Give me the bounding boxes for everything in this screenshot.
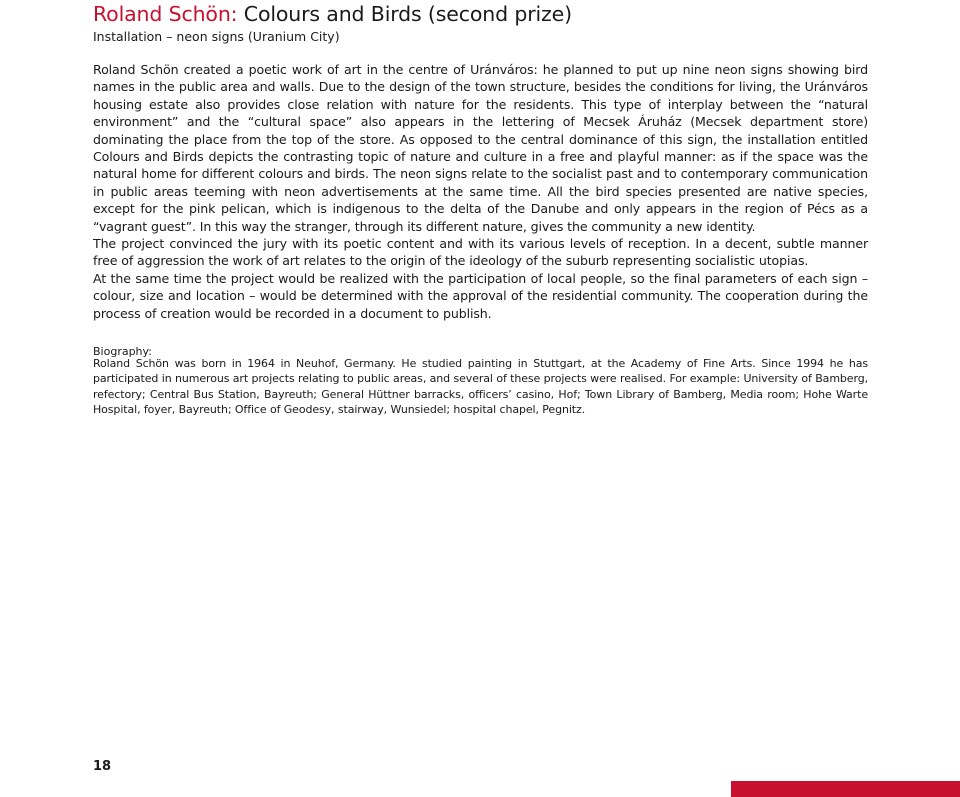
- biography-heading: Biography:: [93, 345, 152, 358]
- paragraph: Roland Schön created a poetic work of art in the centre of Uránváros: he planned to put up nine neon signs showing bird names in the public area and walls. Due to the design of the town structure, besides the conditions for living, the Uránváros housing estate also provides close relation with nature for the residents. This type of interplay between the “natural environment” and the “cultural space” also appears in the lettering of Mecsek Áruház (Mecsek department store) dominating the place from the top of the store. As opposed to the central dominance of this sign, the installation entitled Colours and Birds depicts the contrasting topic of nature and culture in a free and playful manner: as if the space was the natural home for different colours and birds. The neon signs relate to the socialist past and to contemporary communication in public areas teeming with neon advertisements at the same time. All the bird species presented are native species, except for the pink pelican, which is indigenous to the delta of the Danube and only appears in the region of Pécs as a “vagrant guest”. In this way the stranger, through its different nature, gives the community a new identity.: [93, 62, 868, 234]
- article-body: [93, 61, 868, 322]
- paragraph: The project convinced the jury with its poetic content and with its various levels of reception. In a decent, subtle manner free of aggression the work of art relates to the origin of the ideology of the suburb representing socialistic utopias.: [93, 236, 868, 269]
- work-title: Colours and Birds (second prize): [237, 2, 572, 26]
- subtitle: Installation – neon signs (Uranium City): [93, 29, 340, 44]
- page-number: 18: [93, 759, 112, 774]
- page-title: [93, 2, 572, 26]
- artist-name: Roland Schön:: [93, 2, 238, 26]
- footer-accent-bar: [731, 781, 960, 797]
- paragraph: At the same time the project would be realized with the participation of local people, so the final parameters of each sign – colour, size and location – would be determined with the approval of the residential community. The cooperation during the process of creation would be recorded in a document to publish.: [93, 270, 868, 321]
- biography-text: Roland Schön was born in 1964 in Neuhof, Germany. He studied painting in Stuttgart, at the Academy of Fine Arts. Since 1994 he has participated in numerous art projects relating to public areas, and several of these projects were realised. For example: University of Bamberg, refectory; Central Bus Station, Bayreuth; General Hüttner barracks, officers’ casino, Hof; Town Library of Bamberg, Media room; Hohe Warte Hospital, foyer, Bayreuth; Office of Geodesy, stairway, Wunsiedel; hospital chapel, Pegnitz.: [93, 357, 868, 416]
